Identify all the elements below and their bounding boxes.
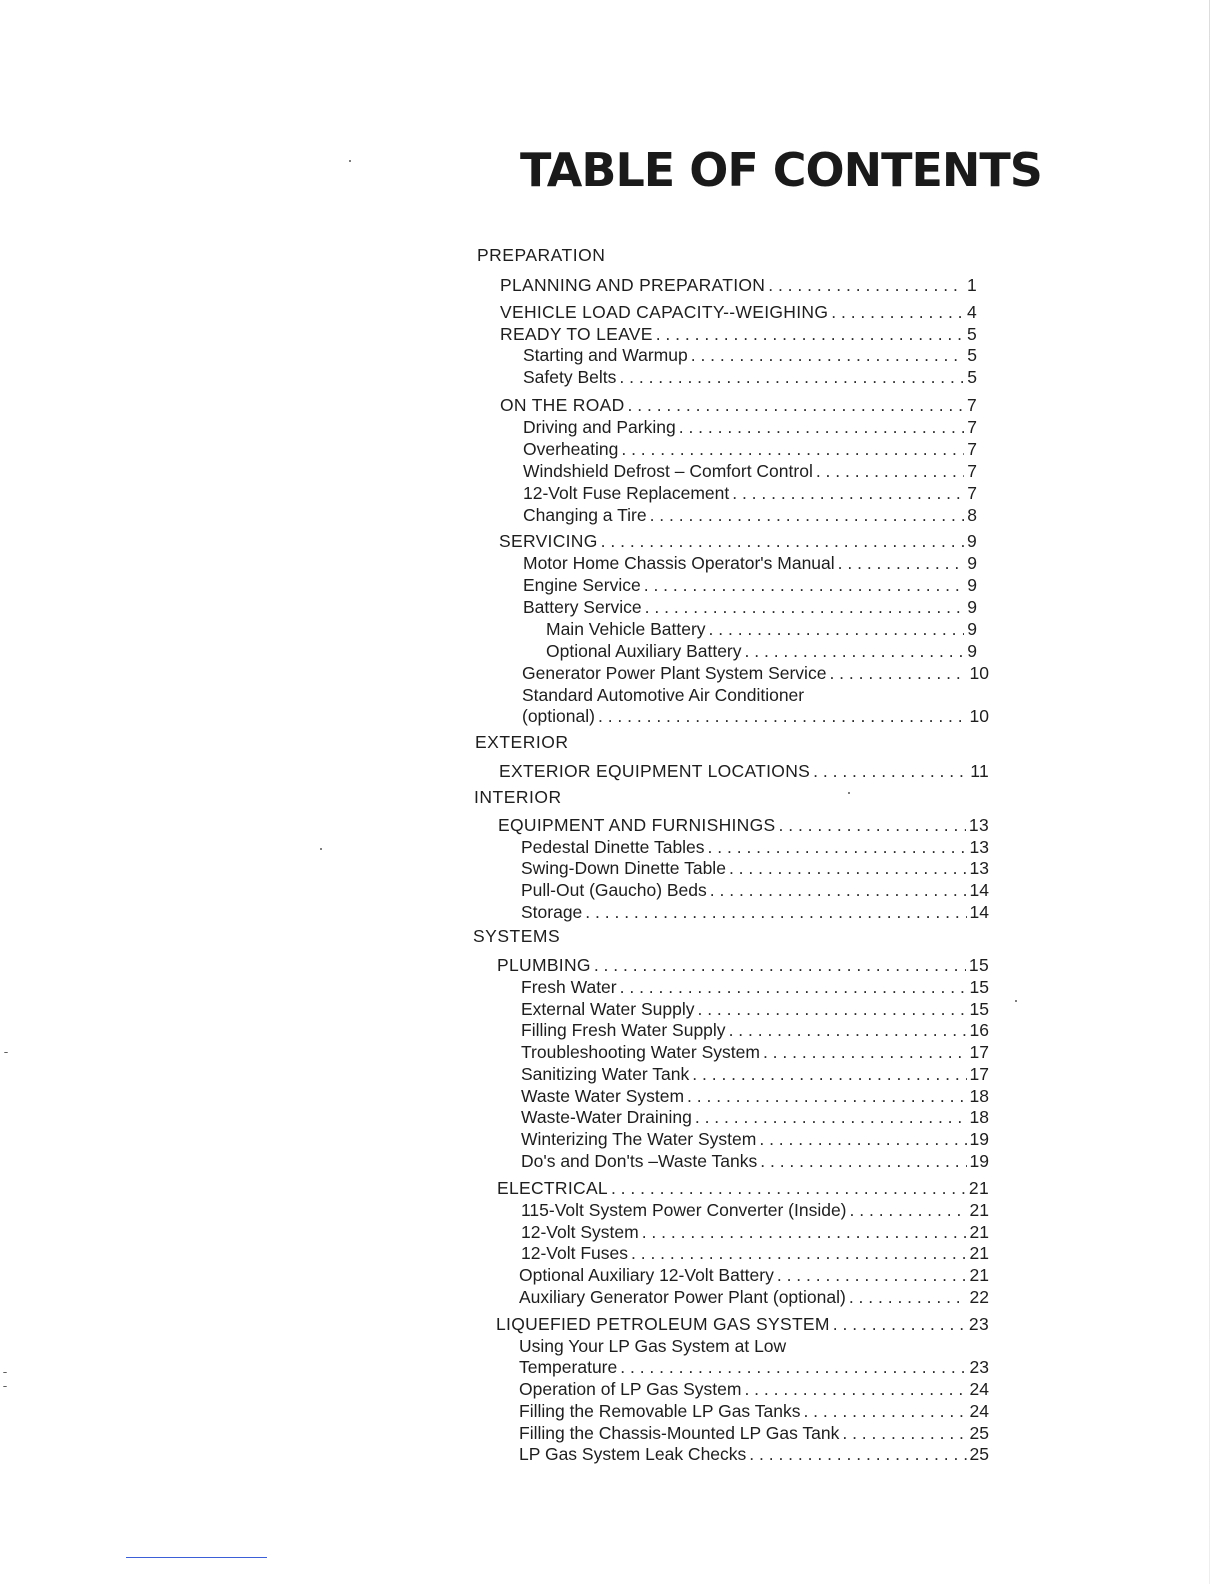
toc-entry-label: ELECTRICAL [497,1178,608,1198]
toc-entry-label: ON THE ROAD [500,395,625,415]
dot-leader [594,954,966,976]
dot-leader [697,998,966,1020]
toc-entry[interactable] [521,1085,989,1107]
toc-entry-page: 17 [969,1064,989,1084]
toc-entry[interactable] [519,1400,989,1422]
dot-leader [729,1019,967,1041]
toc-entry-label: Standard Automotive Air Conditioner [522,685,805,705]
dot-leader [691,344,965,366]
toc-entry-label: Temperature [519,1357,618,1377]
toc-entry-page: 23 [968,1314,989,1334]
toc-entry[interactable] [519,1422,989,1444]
toc-entry-page: 9 [967,553,977,573]
toc-entry-label: READY TO LEAVE [500,324,653,344]
toc-entry-page: 5 [966,324,977,344]
toc-entry-label: 12-Volt Fuse Replacement [523,483,730,503]
toc-entry[interactable] [521,1063,989,1085]
footer-rule [126,1557,267,1558]
dot-leader [813,760,967,782]
toc-entry[interactable] [499,530,977,552]
dot-leader [598,705,967,727]
dot-leader [585,901,966,923]
toc-entry-label: External Water Supply [521,999,695,1019]
dot-leader [642,1221,967,1243]
toc-entry-label: Fresh Water [521,977,617,997]
dot-leader [729,857,967,879]
toc-entry-label: Optional Auxiliary 12-Volt Battery [519,1265,774,1285]
toc-entry[interactable] [523,416,977,438]
toc-entry[interactable] [546,640,977,662]
scan-speck [320,848,322,850]
toc-entry[interactable] [521,879,989,901]
toc-entry-label: Battery Service [523,597,642,617]
toc-entry[interactable] [522,705,989,727]
toc-entry[interactable] [523,460,977,482]
toc-entry-page: 5 [967,367,977,387]
toc-entry[interactable] [496,1313,989,1335]
toc-entry-label: Using Your LP Gas System at Low [519,1336,787,1356]
page-title: TABLE OF CONTENTS [520,143,1042,197]
toc-entry[interactable] [523,552,977,574]
toc-entry-page: 8 [967,505,977,525]
toc-entry-label: VEHICLE LOAD CAPACITY--WEIGHING [500,302,829,322]
toc-entry[interactable] [521,836,989,858]
toc-entry-label: Driving and Parking [523,417,676,437]
toc-entry-page: 13 [969,837,989,857]
toc-entry [519,1335,989,1357]
toc-entry[interactable] [546,618,977,640]
toc-entry-page: 25 [969,1444,989,1464]
toc-entry-page: 19 [969,1151,989,1171]
toc-entry[interactable] [500,394,977,416]
toc-entry-label: Overheating [523,439,619,459]
dot-leader [849,1286,967,1308]
toc-entry[interactable] [521,1128,989,1150]
toc-entry-page: 9 [967,597,977,617]
dot-leader [779,814,966,836]
dot-leader [842,1422,966,1444]
toc-entry[interactable] [521,1242,989,1264]
toc-entry-label: Pedestal Dinette Tables [521,837,705,857]
toc-entry-label: LIQUEFIED PETROLEUM GAS SYSTEM [496,1314,830,1334]
toc-entry-label: Filling the Removable LP Gas Tanks [519,1401,801,1421]
toc-entry-label: INTERIOR [474,787,562,807]
toc-entry[interactable] [523,366,977,388]
dot-leader [816,460,964,482]
toc-entry[interactable] [500,323,977,345]
toc-entry[interactable] [497,954,989,976]
toc-entry-page: 14 [969,880,989,900]
toc-entry[interactable] [521,1106,989,1128]
toc-entry-page: 7 [967,461,977,481]
dot-leader [760,1150,966,1172]
toc-entry-label: LP Gas System Leak Checks [519,1444,747,1464]
dot-leader [829,662,966,684]
toc-entry-label: Pull-Out (Gaucho) Beds [521,880,707,900]
toc-entry[interactable] [523,596,977,618]
toc-entry-page: 9 [967,641,977,661]
dot-leader [679,416,965,438]
toc-entry-page: 14 [969,902,989,922]
toc-entry-page: 17 [969,1042,989,1062]
dot-leader [645,596,965,618]
dot-leader [601,530,964,552]
toc-entry [522,684,989,706]
toc-entry [473,925,983,947]
toc-entry[interactable] [500,274,977,296]
toc-entry-page: 21 [969,1222,989,1242]
dot-leader [631,1242,967,1264]
scan-speck [4,1052,8,1053]
toc-entry-label: PREPARATION [477,245,606,265]
toc-entry[interactable] [523,574,977,596]
toc-entry-page: 10 [969,663,989,683]
toc-entry[interactable] [521,1041,989,1063]
toc-entry-page: 13 [968,815,989,835]
toc-entry-page: 15 [968,955,989,975]
toc-entry-label: Filling Fresh Water Supply [521,1020,726,1040]
dot-leader [708,836,967,858]
toc-entry-page: 10 [969,706,989,726]
dot-leader [650,504,965,526]
scan-speck [1015,1000,1017,1002]
dot-leader [656,323,964,345]
toc-entry-label: 12-Volt Fuses [521,1243,628,1263]
toc-entry-label: Sanitizing Water Tank [521,1064,690,1084]
toc-entry-page: 18 [969,1086,989,1106]
toc-entry-label: Starting and Warmup [523,345,688,365]
toc-entry[interactable] [521,1150,989,1172]
toc-entry-label: Safety Belts [523,367,617,387]
toc-entry-label: Engine Service [523,575,641,595]
toc-entry[interactable] [521,1199,989,1221]
toc-entry-label: Do's and Don'ts –Waste Tanks [521,1151,758,1171]
toc-entry[interactable] [522,662,989,684]
toc-entry-label: Winterizing The Water System [521,1129,757,1149]
toc-entry[interactable] [519,1443,989,1465]
dot-leader [831,301,964,323]
toc-entry[interactable] [497,1177,989,1199]
dot-leader [709,618,965,640]
dot-leader [620,1356,966,1378]
toc-entry-page: 1 [966,275,977,295]
toc-entry-page: 15 [969,999,989,1019]
toc-entry[interactable] [521,857,989,879]
dot-leader [744,1378,966,1400]
toc-entry[interactable] [500,301,977,323]
dot-leader [611,1177,966,1199]
toc-entry-page: 5 [967,345,977,365]
dot-leader [628,394,964,416]
toc-entry-page: 7 [967,439,977,459]
dot-leader [763,1041,967,1063]
toc-entry-label: EXTERIOR EQUIPMENT LOCATIONS [499,761,811,781]
toc-entry-label: EQUIPMENT AND FURNISHINGS [498,815,776,835]
toc-entry[interactable] [523,438,977,460]
dot-leader [644,574,965,596]
dot-leader [745,640,965,662]
toc-entry-page: 21 [969,1200,989,1220]
toc-entry[interactable] [521,1019,989,1041]
toc-entry[interactable] [521,998,989,1020]
dot-leader [695,1106,967,1128]
toc-entry-label: Waste-Water Draining [521,1107,692,1127]
dot-leader [833,1313,966,1335]
toc-entry-label: Main Vehicle Battery [546,619,706,639]
toc-entry-label: Optional Auxiliary Battery [546,641,742,661]
toc-entry-label: Generator Power Plant System Service [522,663,827,683]
toc-entry-page: 23 [969,1357,989,1377]
toc-entry-page: 21 [968,1178,989,1198]
toc-entry-page: 7 [967,483,977,503]
toc-entry-page: 9 [967,619,977,639]
toc-entry-label: 12-Volt System [521,1222,639,1242]
toc-entry-label: Storage [521,902,583,922]
toc-entry-label: SYSTEMS [473,926,561,946]
dot-leader [687,1085,966,1107]
toc-entry-page: 16 [969,1020,989,1040]
toc-entry-label: Swing-Down Dinette Table [521,858,726,878]
toc-entry-page: 9 [967,575,977,595]
dot-leader [759,1128,966,1150]
toc-entry-page: 21 [969,1265,989,1285]
toc-entry-label: EXTERIOR [475,732,569,752]
toc-entry-label: PLUMBING [497,955,591,975]
toc-entry-page: 18 [969,1107,989,1127]
toc-entry-label: (optional) [522,706,595,726]
toc-entry-page: 21 [969,1243,989,1263]
toc-entry[interactable] [519,1378,989,1400]
toc-entry-page: 22 [969,1287,989,1307]
toc-entry-page: 9 [966,531,977,551]
toc-entry-page: 24 [969,1379,989,1399]
toc-entry-label: SERVICING [499,531,598,551]
toc-entry-label: PLANNING AND PREPARATION [500,275,766,295]
toc-entry[interactable] [498,814,989,836]
toc-entry-label: Auxiliary Generator Power Plant (optional) [519,1287,846,1307]
toc-entry[interactable] [519,1264,989,1286]
scan-speck [848,792,850,794]
toc-entry [477,244,987,266]
toc-entry-page: 13 [969,858,989,878]
toc-entry-label: Motor Home Chassis Operator's Manual [523,553,835,573]
toc-entry[interactable] [521,1221,989,1243]
dot-leader [749,1443,966,1465]
toc-entry[interactable] [521,976,989,998]
toc-entry[interactable] [499,760,989,782]
toc-entry-page: 25 [969,1423,989,1443]
toc-entry-page: 15 [969,977,989,997]
dot-leader [850,1199,967,1221]
dot-leader [621,438,964,460]
toc-entry-label: Operation of LP Gas System [519,1379,742,1399]
scan-speck [3,1386,7,1387]
toc-entry-label: Filling the Chassis-Mounted LP Gas Tank [519,1423,840,1443]
toc-entry-label: 115-Volt System Power Converter (Inside) [521,1200,847,1220]
dot-leader [732,482,964,504]
toc-entry-label: Changing a Tire [523,505,647,525]
page-edge [1209,0,1210,1584]
toc-entry[interactable] [523,344,977,366]
scan-speck [3,1372,7,1373]
toc-entry [474,786,984,808]
dot-leader [768,274,964,296]
toc-entry-label: Waste Water System [521,1086,685,1106]
toc-entry[interactable] [523,482,977,504]
dot-leader [777,1264,967,1286]
toc-entry-page: 19 [969,1129,989,1149]
dot-leader [838,552,965,574]
dot-leader [710,879,967,901]
toc-entry-label: Troubleshooting Water System [521,1042,760,1062]
toc-entry[interactable] [523,504,977,526]
toc-entry-page: 7 [967,417,977,437]
toc-entry [475,731,985,753]
scan-speck [349,160,351,162]
toc-entry[interactable] [519,1286,989,1308]
toc-entry[interactable] [519,1356,989,1378]
toc-entry-page: 4 [966,302,977,322]
toc-entry-page: 24 [969,1401,989,1421]
toc-entry[interactable] [521,901,989,923]
toc-entry-page: 11 [970,761,989,781]
toc-entry-label: Windshield Defrost – Comfort Control [523,461,813,481]
dot-leader [619,366,964,388]
dot-leader [803,1400,966,1422]
dot-leader [620,976,967,998]
dot-leader [692,1063,966,1085]
toc-entry-page: 7 [966,395,977,415]
